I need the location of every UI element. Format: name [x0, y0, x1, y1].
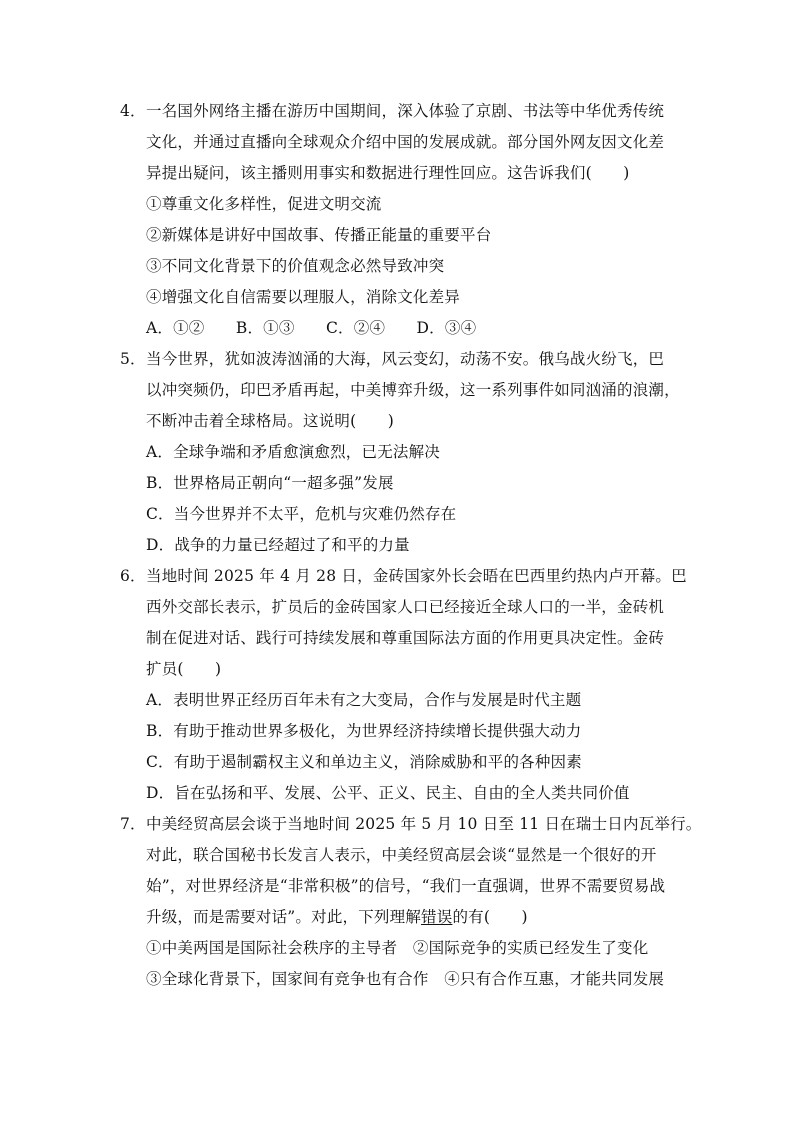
question-6-option-a: A．表明世界正经历百年未有之大变局，合作与发展是时代主题 [146, 691, 582, 709]
question-5-number: 5． [120, 350, 146, 368]
question-6-option-d: D．旨在弘扬和平、发展、公平、正义、民主、自由的全人类共同价值 [146, 784, 630, 802]
question-6-option-b: B．有助于推动世界多极化，为世界经济持续增长提供强大动力 [146, 722, 582, 740]
question-5-option-a: A．全球争端和矛盾愈演愈烈，已无法解决 [146, 443, 440, 461]
question-5-stem-line-1: 当今世界，犹如波涛汹涌的大海，风云变幻，动荡不安。俄乌战火纷飞，巴 [146, 350, 665, 368]
question-5-option-b: B．世界格局正朝向“一超多强”发展 [146, 474, 394, 492]
question-7-stem-line-1: 中美经贸高层会谈于当地时间 2025 年 5 月 10 日至 11 日在瑞士日内瓦举行。 [146, 815, 702, 833]
question-7-stem-line-3: 始”，对世界经济是“非常积极”的信号，“我们一直强调，世界不需要贸易战 [146, 877, 666, 895]
question-5-stem-line-3: 不断冲击着全球格局。这说明( ) [146, 412, 394, 430]
question-4-stem-line-3: 异提出疑问，该主播则用事实和数据进行理性回应。这告诉我们( ) [146, 164, 630, 182]
question-4-stem-line-1: 一名国外网络主播在游历中国期间，深入体验了京剧、书法等中华优秀传统 [146, 102, 665, 120]
question-7-stem-line-4 [146, 907, 528, 927]
question-6-stem-line-3: 制在促进对话、践行可持续发展和尊重国际法方面的作用更具决定性。金砖 [146, 629, 665, 647]
question-7-stem-line-2: 对此，联合国秘书长发言人表示，中美经贸高层会谈“显然是一个很好的开 [146, 846, 657, 864]
question-6-option-c: C．有助于遏制霸权主义和单边主义，消除威胁和平的各种因素 [146, 753, 582, 771]
question-4-options: A．①② B．①③ C．②④ D．③④ [146, 319, 477, 337]
question-4-statement-4: ④增强文化自信需要以理服人，消除文化差异 [146, 288, 461, 306]
question-4-statement-1: ①尊重文化多样性，促进文明交流 [146, 195, 382, 213]
question-7-statements-row-2: ③全球化背景下，国家间有竞争也有合作 ④只有合作互惠，才能共同发展 [146, 970, 665, 988]
question-4-stem-line-2: 文化，并通过直播向全球观众介绍中国的发展成就。部分国外网友因文化差 [146, 133, 665, 151]
question-4-statement-2: ②新媒体是讲好中国故事、传播正能量的重要平台 [146, 226, 492, 244]
question-4-statement-3: ③不同文化背景下的价值观念必然导致冲突 [146, 257, 445, 275]
question-7-statements-row-1: ①中美两国是国际社会秩序的主导者 ②国际竞争的实质已经发生了变化 [146, 939, 649, 957]
question-7-number: 7． [120, 815, 146, 833]
question-7-stem-text: 升级，而是需要对话”。对此，下列理解 [146, 908, 422, 926]
question-5-stem-line-2: 以冲突频仍，印巴矛盾再起，中美博弈升级，这一系列事件如同汹涌的浪潮， [146, 381, 680, 399]
question-6-stem-line-2: 西外交部长表示，扩员后的金砖国家人口已经接近全球人口的一半，金砖机 [146, 598, 665, 616]
question-7-underlined-word: 错误 [421, 908, 453, 926]
question-6-stem-line-1: 当地时间 2025 年 4 月 28 日，金砖国家外长会晤在巴西里约热内卢开幕。巴 [146, 567, 687, 585]
question-5-option-d: D．战争的力量已经超过了和平的力量 [146, 536, 410, 554]
question-6-stem-line-4: 扩员( ) [146, 660, 222, 678]
question-7-stem-ending: 的有( ) [452, 908, 528, 926]
question-6-number: 6． [120, 567, 146, 585]
question-4-number: 4． [120, 102, 146, 120]
question-5-option-c: C．当今世界并不太平，危机与灾难仍然存在 [146, 505, 457, 523]
